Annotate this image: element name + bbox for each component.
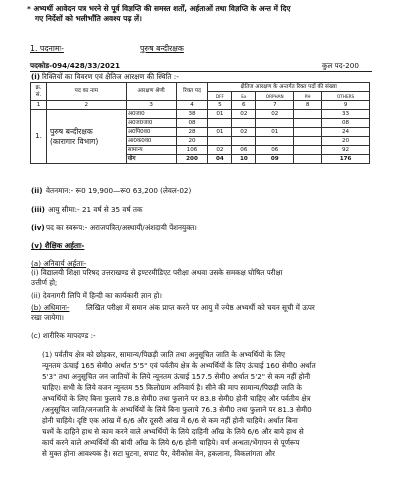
cell-category: सामान्य [126,146,176,155]
physical-line: चाहिए। सभी के लिये वजन न्यूनतम 55 किलोग्राम अनिवार्य है। सीने की माप सामान्य/पिछड़ी जाति के [42,383,302,392]
col-num: 9 [322,101,370,110]
section-i-label: (i) [31,72,41,81]
section-ii-label: (ii) [31,186,43,195]
cell-orphan [256,119,294,128]
physical-line: (1) पर्वतीय क्षेत्र को छोड़कर, सामान्य/पिछड़ी जाति तथा अनुसूचित जाति के अभ्यर्थियों के लिए [42,350,285,359]
preference-label: (b) अधिमानः- [31,303,70,312]
header-vacancies: रिक्त पद [176,83,208,101]
column-number-row [31,101,370,110]
cell-ex: 10 [232,155,256,164]
col-num: 3 [126,101,176,110]
qualification-1-cont: उत्तीर्ण हो; [31,278,58,287]
cell-dff: 01 [208,110,232,119]
post-label: 1. पदनामः- [30,44,64,53]
cell-others: 33 [322,110,370,119]
post-name-line-1: पुरुष बन्दीरक्षक [49,126,93,136]
col-num: 8 [294,101,322,110]
header-post-name: पद का नाम [46,83,126,101]
cell-category: अ0जा0 [126,110,176,119]
section-iii-text: आयु सीमा:- 21 वर्ष से 35 वर्ष तक [48,205,143,214]
cell-others: 176 [322,155,370,164]
header-horizontal: क्षैतिज आरक्षण के अन्तर्गत रिक्त पदों की संख्या [208,83,370,92]
cell-ex [232,119,256,128]
row-sno: 1. [31,110,47,164]
physical-line: से मुक्त होना आवश्यक है। सटा घुटना, सपाट पैर, वेरीकोस वेन, हकलाना, विकलांगता और [42,449,275,458]
header-ph: PH [294,92,322,101]
section-v-title: (v) शैक्षिक अर्हताः- [31,241,85,250]
cell-others: 24 [322,128,370,137]
physical-standards-title: (c) शारीरिक मापदण्ड :- [31,331,96,340]
cell-orphan [256,137,294,146]
header-sno: क्र. सं. [31,83,47,101]
section-iv-label: (iv) [31,223,45,232]
header-orphan: ORPHAN [256,92,294,101]
col-num: 4 [176,101,208,110]
physical-line: /अनुसूचित जाति/जनजाति के अभ्यर्थियों के लिये बिना फुलाये 76.3 सेमी0 तथा फुलाने पर 81.3 सेमी0 [42,405,312,414]
post-code: पदकोड-094/428/33/2021 [30,61,120,70]
cell-orphan: 02 [256,110,294,119]
vacancy-table [30,82,370,164]
cell-others: 92 [322,146,370,155]
cell-others: 08 [322,119,370,128]
cell-others: 20 [322,137,370,146]
cell-ph [294,128,322,137]
cell-vacancies: 20 [176,137,208,146]
cell-orphan: 06 [256,146,294,155]
cell-ex [232,137,256,146]
cell-ph [294,119,322,128]
cell-dff [208,137,232,146]
cell-vacancies: 200 [176,155,208,164]
cell-vacancies: 38 [176,110,208,119]
section-i-title: रिक्तियों का विवरण एवं क्षैतिज आरक्षण की स्थिति :- [42,72,179,81]
cell-dff [208,119,232,128]
cell-category: अ0पि0व0 [126,128,176,137]
physical-line: अभ्यर्थियों के लिए बिना फुलाये 78.8 सेमी0 तथा फुलाने पर 83.8 सेमी0 होनी चाहिए और पर्वतीय क्षेत्र [42,394,311,403]
cell-vacancies: 28 [176,128,208,137]
qualification-2: (ii) देवनागरी लिपि में हिन्दी का कार्यकारी ज्ञान हो। [31,291,162,300]
total-posts: कुल पद-200 [322,61,359,70]
header-others: OTHERS [322,92,370,101]
col-num: 5 [208,101,232,110]
cell-dff: 01 [208,128,232,137]
cell-ex: 02 [232,128,256,137]
physical-line: चश्में के दाहिने हाथ से काम करने वाले अभ्यर्थियों के लिये दाहिनी आँख के लिये 6/6 और बाये हाथ से [42,427,304,436]
section-iii-label: (iii) [31,205,45,214]
header-ex: Ex [232,92,256,101]
header-dff: DFF [208,92,232,101]
notice-line-1: * अभ्यर्थी आवेदन पत्र भरने से पूर्व विज्ञप्ति की समस्त शर्तों, अर्हताओं तथा विज्ञप्ति के अन्त में दिए [27,4,291,13]
cell-dff: 02 [208,146,232,155]
mandatory-qualification-title: (a) अनिवार्य अर्हताः- [31,259,87,268]
qualification-1: (i) विद्यालयी शिक्षा परिषद उत्तराखण्ड से इण्टरमीडिएट परीक्षा अथवा उसके समकक्ष घोषित परीक्षा [31,268,283,277]
physical-line: होनी चाहिये। दृष्टि एक आंख में 6/6 और दूसरी आंख में 6/6 से कम नहीं होनी चाहिये। अर्थात बिना [42,416,298,425]
header-category: आरक्षण श्रेणी [126,83,176,101]
physical-line: न्यूनतम ऊंचाई 165 सेमी0 अर्थात 5'5" एवं पर्वतीय क्षेत्र के अभ्यर्थियों के लिए ऊंचाई 160 सेमी0 अर्थात [42,361,316,370]
post-name: पुरुष बन्दीरक्षक [140,44,184,53]
physical-line: 5'3" तथा अनुसूचित जन जातियों के लिये न्यूनतम ऊंचाई 157.5 सेमी0 अर्थात 5'2" से कम नहीं होनी [42,372,311,381]
col-num: 6 [232,101,256,110]
table-row [31,110,370,119]
cell-category: अ0ज0जा0 [126,119,176,128]
post-name-line-2: (कारागार विभाग) [49,136,99,146]
col-num: 2 [46,101,126,110]
cell-category: आ0क0व0 [126,137,176,146]
cell-dff: 04 [208,155,232,164]
preference-text-2: रखा जायेगा। [31,313,64,322]
cell-orphan: 01 [256,128,294,137]
preference-text-1: लिखित परीक्षा में समान अंक प्राप्त करने पर आयु में ज्येष्ठ अभ्यर्थी को चयन सूची में ऊपर [86,303,315,312]
cell-ph [294,155,322,164]
cell-ph [294,137,322,146]
cell-ph [294,146,322,155]
cell-vacancies: 08 [176,119,208,128]
col-num: 1 [31,101,47,110]
physical-line: कार्य करने वाले अभ्यर्थियों की बांयी आँख के लिये 6/6 होनी चाहिये। वर्ण अन्धता/भेंगापन से पूर्णरूप [42,438,300,447]
cell-ph [294,110,322,119]
cell-ex: 02 [232,110,256,119]
row-post-name [46,110,126,164]
cell-orphan: 09 [256,155,294,164]
section-iv-text: पद का स्वरूप:- अराजपत्रित/अस्थायी/अंशदायी पेंशनयुक्त। [46,223,197,232]
cell-ex: 06 [232,146,256,155]
cell-category: योग [126,155,176,164]
cell-vacancies: 106 [176,146,208,155]
notice-line-2: गए निर्देशों को भलीभाँति अवश्य पढ़ लें। [35,14,142,23]
col-num: 7 [256,101,294,110]
section-ii-text: वेतनमान:- रू0 19,900—रू0 63,200 (लेवल-02) [46,186,192,195]
